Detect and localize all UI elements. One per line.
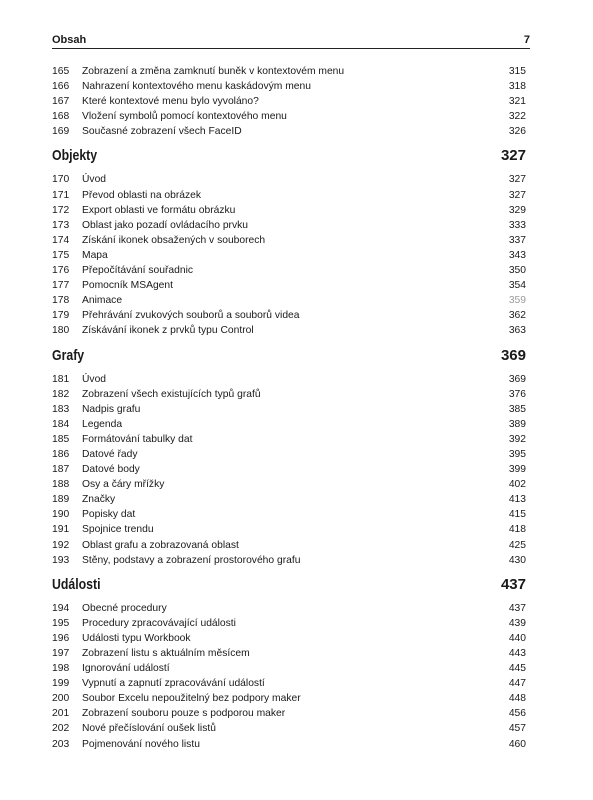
entry-title: Popisky dat (82, 509, 136, 521)
toc-entry (52, 109, 526, 124)
entry-page: 456 (508, 708, 526, 720)
entry-page: 327 (508, 189, 526, 201)
entry-page: 318 (508, 81, 526, 93)
toc-entry (52, 278, 526, 293)
toc-entry (52, 447, 526, 462)
entry-page: 392 (508, 433, 526, 445)
entry-page: 448 (508, 693, 526, 705)
toc-entry (52, 477, 526, 492)
entry-title: Vypnutí a zapnutí zpracovávání událostí (82, 678, 265, 690)
section-title: Objekty (52, 147, 98, 165)
entry-page: 333 (508, 219, 526, 231)
toc-entry (52, 387, 526, 402)
entry-title: Převod oblasti na obrázek (82, 189, 202, 201)
entry-title: Získávání ikonek z prvků typu Control (82, 325, 254, 337)
entry-page: 350 (508, 265, 526, 277)
section-title: Události (52, 575, 101, 593)
entry-number: 173 (52, 219, 70, 231)
entry-page: 402 (508, 479, 526, 491)
entry-title: Úvod (82, 373, 107, 385)
entry-number: 176 (52, 265, 70, 277)
toc-entry (52, 64, 526, 79)
entry-page: 443 (508, 648, 526, 659)
toc-entry (52, 507, 526, 522)
section-page: 327 (500, 147, 526, 165)
entry-number: 181 (52, 373, 70, 385)
entry-number: 193 (52, 554, 70, 566)
toc-entry (52, 737, 526, 752)
entry-number: 179 (52, 310, 70, 322)
entry-title: Datové řady (82, 448, 138, 460)
toc-content (52, 64, 526, 752)
entry-page: 440 (508, 632, 526, 644)
toc-entry (52, 417, 526, 432)
entry-number: 169 (52, 126, 70, 138)
toc-entry (52, 79, 526, 94)
toc-entry (52, 462, 526, 477)
toc-entry (52, 248, 526, 263)
entry-page: 321 (508, 96, 526, 108)
entry-number: 180 (52, 325, 70, 337)
entry-number: 194 (52, 602, 70, 614)
entry-title: Export oblasti ve formátu obrázku (82, 204, 236, 216)
entry-number: 195 (52, 617, 70, 629)
entry-number: 165 (52, 66, 70, 77)
toc-entry (52, 218, 526, 233)
entry-title: Zobrazení souboru pouze s podporou maker (82, 708, 286, 720)
toc-entry (52, 172, 526, 187)
toc-entry (52, 616, 526, 631)
entry-title: Vložení symbolů pomocí kontextového menu (82, 111, 287, 123)
toc-entry (52, 631, 526, 646)
entry-title: Úvod (82, 174, 107, 186)
entry-page: 337 (508, 234, 526, 246)
entry-title: Nové přečíslování oušek listů (82, 723, 216, 735)
entry-title: Pojmenování nového listu (82, 738, 200, 750)
entry-title: Soubor Excelu nepoužitelný bez podpory maker (82, 693, 301, 705)
entry-page: 418 (508, 524, 526, 536)
entry-page: 376 (508, 388, 526, 400)
toc-entry (52, 308, 526, 323)
toc-entry (52, 676, 526, 691)
toc-entry (52, 691, 526, 706)
entry-number: 203 (52, 738, 70, 750)
entry-number: 188 (52, 479, 70, 491)
toc-entry (52, 203, 526, 218)
toc-entry (52, 522, 526, 537)
entry-number: 170 (52, 174, 70, 186)
toc-entry (52, 233, 526, 248)
toc-entry (52, 432, 526, 447)
toc-entry (52, 402, 526, 417)
entry-page: 395 (508, 448, 526, 460)
entry-page: 447 (508, 678, 526, 690)
entry-page: 439 (508, 617, 526, 629)
entry-number: 199 (52, 678, 70, 690)
entry-title: Přepočítávání souřadnic (82, 265, 194, 277)
entry-number: 187 (52, 464, 70, 476)
entry-page: 460 (508, 738, 526, 750)
toc-entry (52, 553, 526, 568)
entry-title: Nahrazení kontextového menu kaskádovým menu (82, 81, 311, 93)
toc-entry (52, 124, 526, 139)
entry-number: 189 (52, 494, 70, 506)
entry-title: Získání ikonek obsažených v souborech (82, 234, 266, 246)
entry-page: 445 (508, 663, 526, 675)
toc-entry (52, 372, 526, 387)
entry-page: 363 (508, 325, 526, 337)
entry-page: 430 (508, 554, 526, 566)
page-header (52, 34, 530, 49)
entry-number: 175 (52, 249, 70, 261)
entry-page: 399 (508, 464, 526, 476)
toc-entry (52, 94, 526, 109)
toc-entry (52, 721, 526, 736)
entry-number: 192 (52, 539, 70, 551)
toc-entry (52, 263, 526, 278)
entry-number: 168 (52, 111, 70, 123)
entry-page: 326 (508, 126, 526, 138)
entry-title: Ignorování událostí (82, 663, 170, 675)
entry-number: 174 (52, 234, 70, 246)
section-heading-grafy (52, 343, 526, 369)
entry-title: Přehrávání zvukových souborů a souborů videa (82, 310, 300, 322)
entry-title: Mapa (82, 249, 108, 261)
entry-title: Zobrazení všech existujících typů grafů (82, 388, 261, 400)
entry-title: Značky (82, 494, 116, 506)
toc-entry (52, 706, 526, 721)
entry-page: 415 (508, 509, 526, 521)
entry-page: 385 (508, 403, 526, 415)
section-title: Grafy (52, 346, 85, 364)
entry-number: 178 (52, 295, 70, 307)
header-page-number: 7 (523, 34, 530, 46)
entry-title: Stěny, podstavy a zobrazení prostorového grafu (82, 554, 301, 566)
entry-title: Legenda (82, 418, 123, 430)
entry-title: Obecné procedury (82, 602, 167, 614)
entry-number: 202 (52, 723, 70, 735)
entry-number: 171 (52, 189, 70, 201)
header-title: Obsah (52, 34, 87, 46)
entry-page: 369 (508, 373, 526, 385)
entry-title: Oblast jako pozadí ovládacího prvku (82, 219, 248, 231)
entry-number: 166 (52, 81, 70, 93)
section-heading-udalosti (52, 572, 526, 598)
entry-number: 183 (52, 403, 70, 415)
entry-page: 425 (508, 539, 526, 551)
entry-page: 343 (508, 249, 526, 261)
entry-title: Datové body (82, 464, 140, 476)
entry-title: Zobrazení a změna zamknutí buněk v kontextovém menu (82, 66, 345, 77)
entry-page: 315 (508, 66, 526, 77)
entry-number: 196 (52, 632, 70, 644)
entry-title: Události typu Workbook (82, 632, 191, 644)
entry-title: Oblast grafu a zobrazovaná oblast (82, 539, 239, 551)
entry-number: 197 (52, 648, 70, 659)
entry-page: 413 (508, 494, 526, 506)
entry-page: 362 (508, 310, 526, 322)
entry-number: 186 (52, 448, 70, 460)
entry-title: Procedury zpracovávající události (82, 617, 236, 629)
toc-entry (52, 661, 526, 676)
section-page: 437 (500, 575, 526, 593)
entry-number: 200 (52, 693, 70, 705)
entry-number: 185 (52, 433, 70, 445)
entry-number: 190 (52, 509, 70, 521)
toc-entry (52, 492, 526, 507)
entry-title: Spojnice trendu (82, 524, 154, 536)
toc-entry (52, 188, 526, 203)
entry-number: 198 (52, 663, 70, 675)
entry-page: 354 (508, 280, 526, 292)
entry-title: Které kontextové menu bylo vyvoláno? (82, 96, 259, 108)
toc-entry (52, 601, 526, 616)
entry-title: Současné zobrazení všech FaceID (82, 126, 242, 138)
entry-title: Osy a čáry mřížky (82, 479, 165, 491)
entry-title: Zobrazení listu s aktuálním měsícem (82, 648, 250, 659)
entry-page: 327 (508, 174, 526, 186)
entry-number: 177 (52, 280, 70, 292)
entry-number: 182 (52, 388, 70, 400)
toc-entry (52, 323, 526, 338)
entry-number: 167 (52, 96, 70, 108)
entry-title: Pomocník MSAgent (82, 280, 173, 292)
toc-entry (52, 538, 526, 553)
entry-page: 329 (508, 204, 526, 216)
section-heading-objekty (52, 143, 526, 169)
entry-number: 172 (52, 204, 70, 216)
entry-title: Formátování tabulky dat (82, 433, 193, 445)
entry-number: 191 (52, 524, 70, 536)
toc-entry (52, 646, 526, 661)
entry-title: Animace (82, 295, 123, 307)
entry-page: 359 (508, 295, 526, 307)
entry-page: 457 (508, 723, 526, 735)
section-page: 369 (500, 346, 526, 364)
entry-page: 389 (508, 418, 526, 430)
entry-title: Nadpis grafu (82, 403, 141, 415)
toc-entry (52, 293, 526, 308)
entry-number: 184 (52, 418, 70, 430)
entry-page: 322 (508, 111, 526, 123)
entry-number: 201 (52, 708, 70, 720)
entry-page: 437 (508, 602, 526, 614)
